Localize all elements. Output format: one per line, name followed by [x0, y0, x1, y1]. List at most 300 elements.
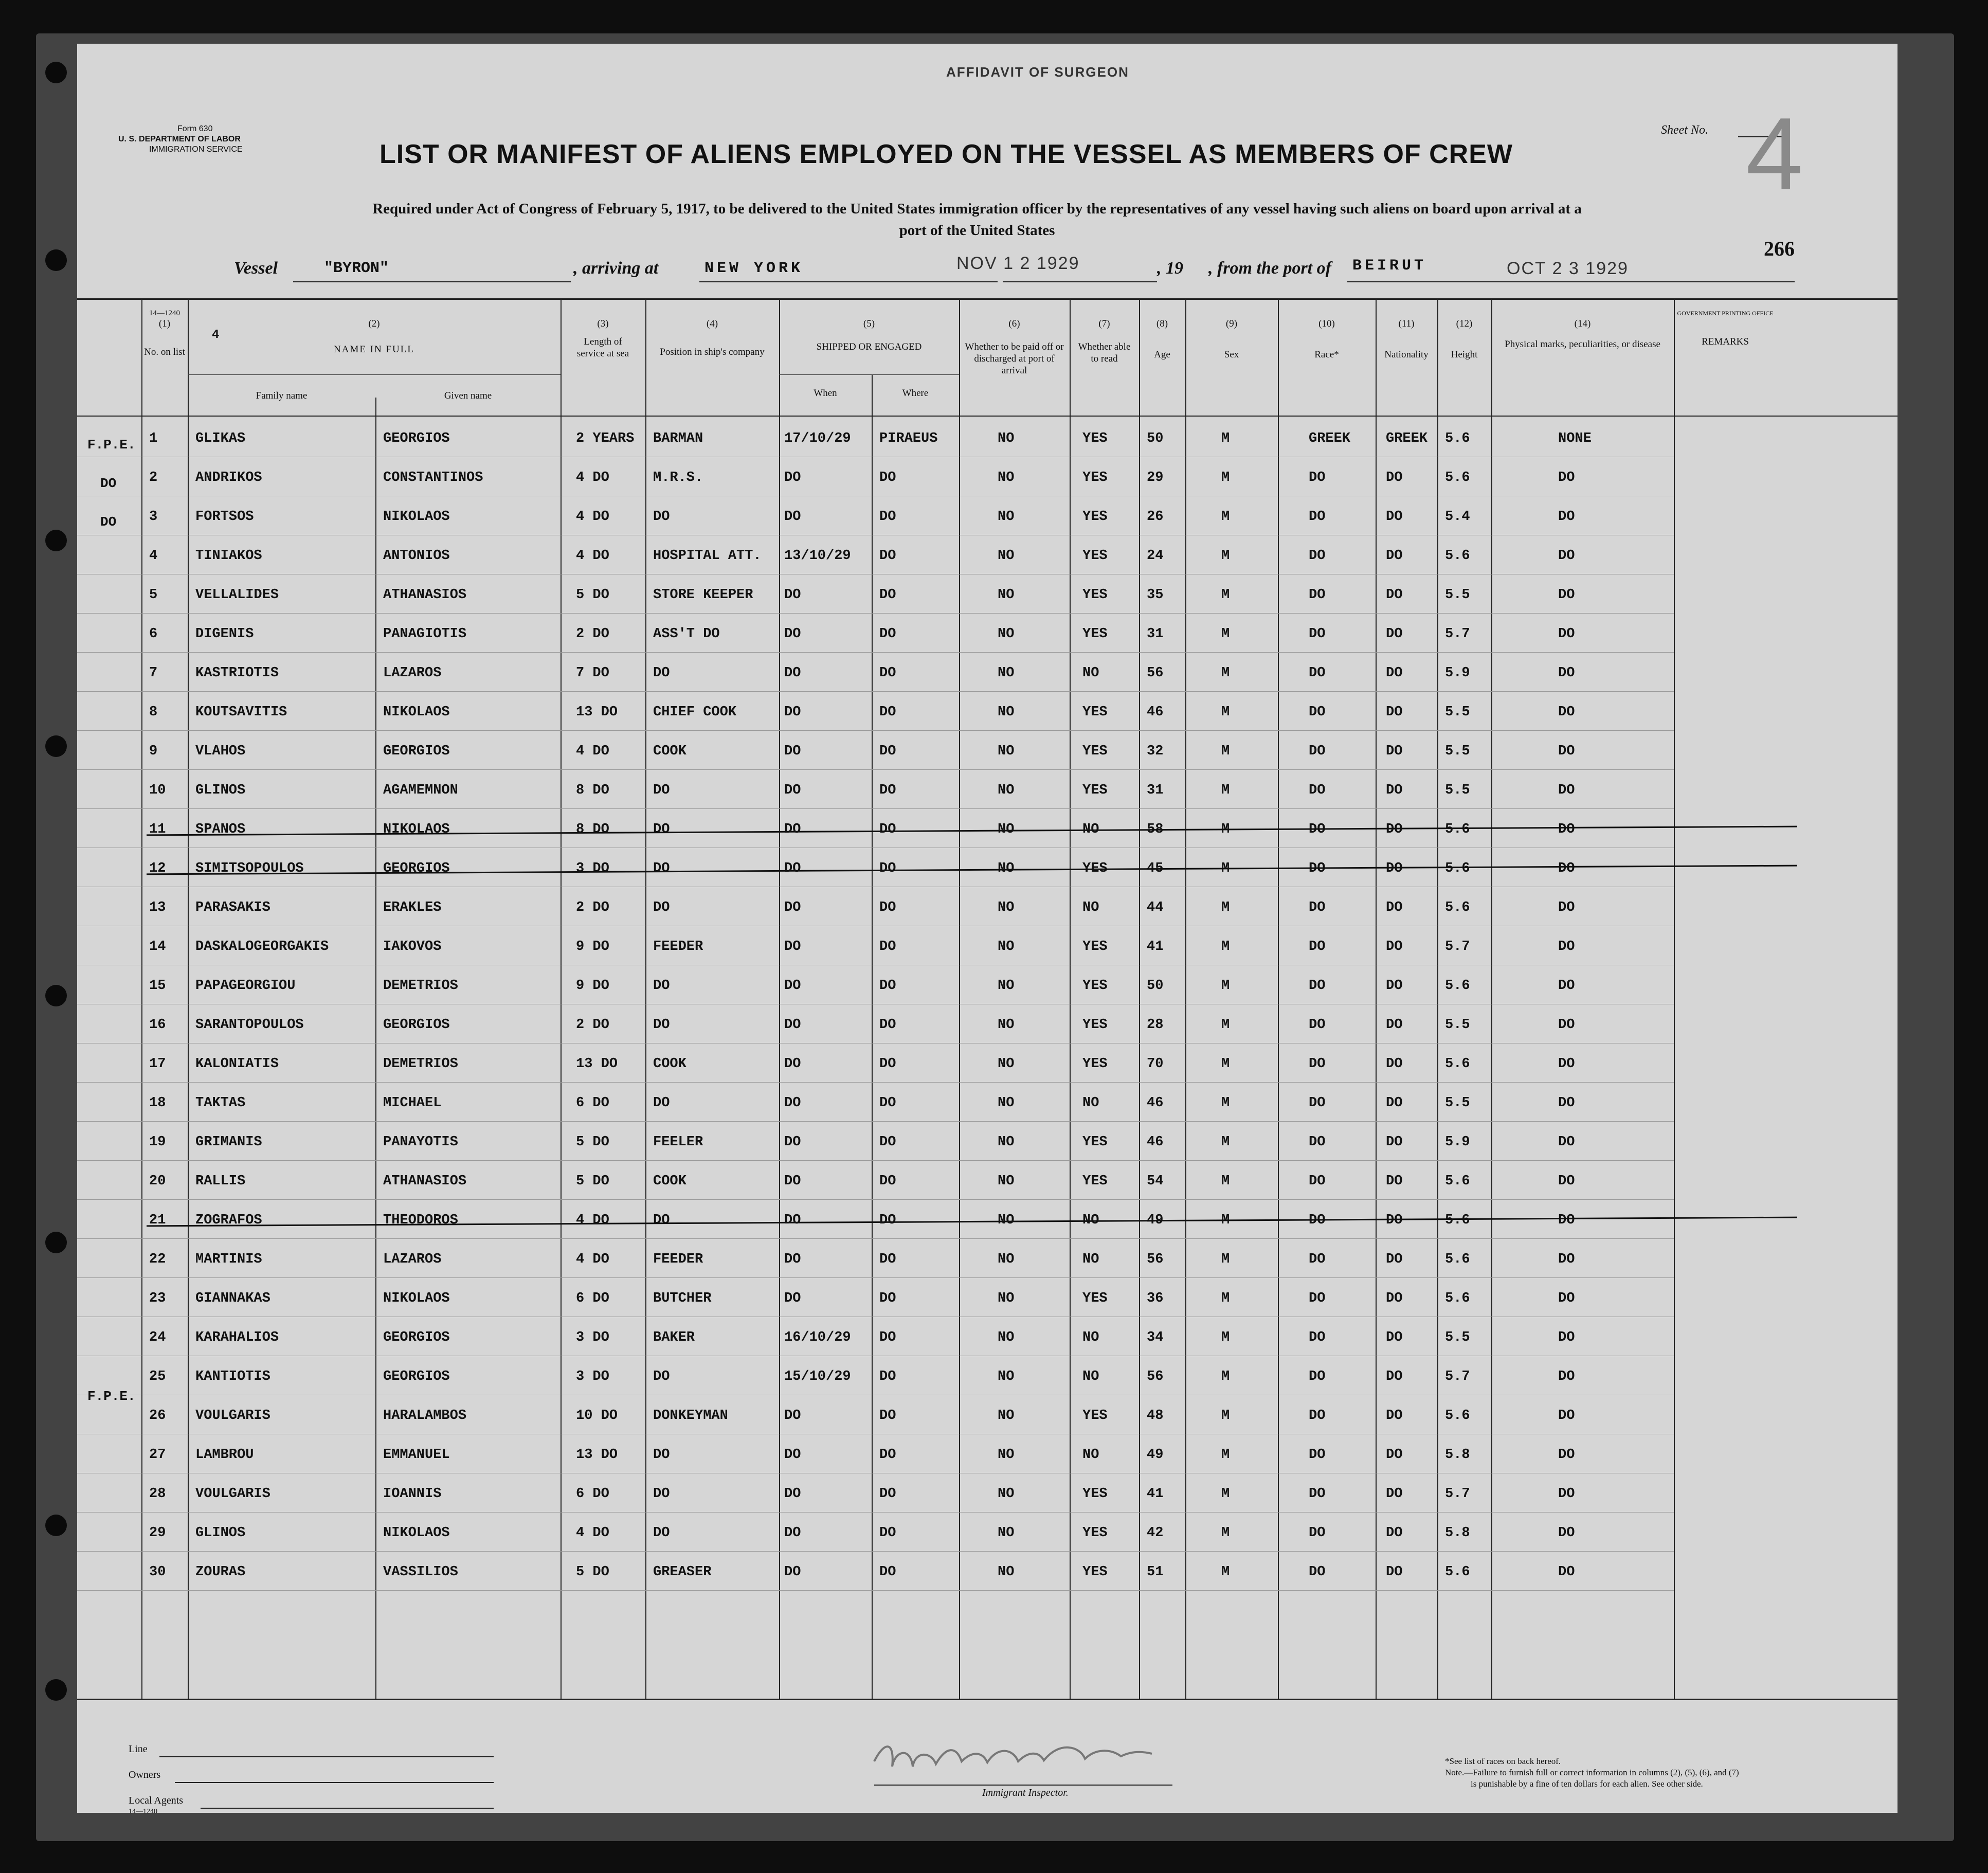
col6-number: (6) [1008, 318, 1020, 329]
row-number-cell: 9 [149, 744, 158, 759]
race-cell: DO [1309, 939, 1326, 954]
table-row [77, 1162, 1897, 1201]
height-cell: 5.6 [1445, 1408, 1470, 1424]
nationality-cell: DO [1386, 1134, 1403, 1150]
race-cell: DO [1309, 1369, 1326, 1384]
family-name-cell: RALLIS [195, 1174, 246, 1189]
row-number-cell: 3 [149, 509, 158, 525]
height-cell: 5.6 [1445, 861, 1470, 876]
position-cell: DO [653, 1213, 670, 1228]
race-cell: DO [1309, 1095, 1326, 1111]
race-cell: GREEK [1309, 431, 1351, 446]
service-length-cell: 5 DO [576, 1564, 609, 1580]
nationality-cell: DO [1386, 587, 1403, 603]
height-cell: 5.5 [1445, 1017, 1470, 1033]
shipped-when-cell: 16/10/29 [784, 1330, 851, 1345]
shipped-when-cell: DO [784, 705, 801, 720]
height-cell: 5.6 [1445, 1291, 1470, 1306]
shipped-where-cell: DO [879, 1252, 896, 1267]
paid-off-cell: NO [998, 1017, 1015, 1033]
given-name-cell: VASSILIOS [383, 1564, 458, 1580]
row-number-cell: 30 [149, 1564, 166, 1580]
sex-cell: M [1221, 822, 1230, 837]
row-number-cell: 27 [149, 1447, 166, 1463]
age-cell: 46 [1147, 705, 1164, 720]
physical-marks-cell: DO [1558, 1564, 1575, 1580]
sex-cell: M [1221, 1525, 1230, 1541]
height-cell: 5.6 [1445, 1252, 1470, 1267]
table-row [77, 537, 1897, 576]
shipped-when-cell: DO [784, 1017, 801, 1033]
shipped-when-cell: DO [784, 861, 801, 876]
row-number-cell: 12 [149, 861, 166, 876]
given-name-cell: CONSTANTINOS [383, 470, 483, 485]
race-cell: DO [1309, 1174, 1326, 1189]
shipped-when-cell: DO [784, 626, 801, 642]
crew-manifest-table [77, 298, 1897, 1700]
shipped-where-cell: DO [879, 1174, 896, 1189]
age-cell: 41 [1147, 1486, 1164, 1502]
shipped-where-cell: DO [879, 1447, 896, 1463]
shipped-when-cell: DO [784, 1408, 801, 1424]
position-cell: FEELER [653, 1134, 703, 1150]
able-to-read-cell: YES [1082, 431, 1108, 446]
sex-cell: M [1221, 509, 1230, 525]
table-row [77, 1553, 1897, 1592]
able-to-read-cell: NO [1082, 1095, 1099, 1111]
position-cell: COOK [653, 744, 686, 759]
table-row [77, 615, 1897, 654]
paid-off-cell: NO [998, 744, 1015, 759]
sex-cell: M [1221, 978, 1230, 994]
shipped-where-cell: DO [879, 861, 896, 876]
able-to-read-cell: YES [1082, 587, 1108, 603]
family-name-cell: KALONIATIS [195, 1056, 279, 1072]
row-number-cell: 21 [149, 1213, 166, 1228]
paid-off-cell: NO [998, 1252, 1015, 1267]
service-length-cell: 3 DO [576, 861, 609, 876]
paid-off-cell: NO [998, 1330, 1015, 1345]
given-name-cell: ERAKLES [383, 900, 442, 915]
binder-hole [45, 530, 67, 551]
sex-cell: M [1221, 900, 1230, 915]
given-name-cell: ANTONIOS [383, 548, 450, 564]
age-cell: 48 [1147, 1408, 1164, 1424]
race-cell: DO [1309, 587, 1326, 603]
position-cell: DO [653, 900, 670, 915]
given-name-cell: THEODOROS [383, 1213, 458, 1228]
age-cell: 24 [1147, 548, 1164, 564]
age-cell: 42 [1147, 1525, 1164, 1541]
row-number-cell: 2 [149, 470, 158, 485]
paid-off-cell: NO [998, 939, 1015, 954]
height-cell: 5.6 [1445, 1174, 1470, 1189]
able-to-read-cell: YES [1082, 1486, 1108, 1502]
margin-note: DO [100, 476, 117, 491]
family-name-cell: ZOURAS [195, 1564, 246, 1580]
row-number-cell: 4 [149, 548, 158, 564]
col14-label: Physical marks, peculiarities, or disease [1505, 339, 1660, 350]
service-length-cell: 9 DO [576, 978, 609, 994]
shipped-when-cell: DO [784, 1174, 801, 1189]
position-cell: BUTCHER [653, 1291, 712, 1306]
shipped-when-cell: DO [784, 1213, 801, 1228]
from-port-label: , from the port of [1208, 259, 1331, 278]
sex-cell: M [1221, 1564, 1230, 1580]
family-name-cell: LAMBROU [195, 1447, 254, 1463]
row-number-cell: 10 [149, 783, 166, 798]
vessel-label: Vessel [234, 259, 278, 278]
nationality-cell: DO [1386, 1447, 1403, 1463]
race-cell: DO [1309, 1525, 1326, 1541]
nationality-cell: DO [1386, 1291, 1403, 1306]
shipped-where-cell: DO [879, 978, 896, 994]
paid-off-cell: NO [998, 861, 1015, 876]
position-cell: DO [653, 1369, 670, 1384]
able-to-read-cell: NO [1082, 822, 1099, 837]
given-name-cell: ATHANASIOS [383, 1174, 467, 1189]
paid-off-cell: NO [998, 548, 1015, 564]
nationality-cell: DO [1386, 470, 1403, 485]
shipped-where-cell: DO [879, 1486, 896, 1502]
age-cell: 36 [1147, 1291, 1164, 1306]
nationality-cell: DO [1386, 1486, 1403, 1502]
shipped-when-cell: DO [784, 900, 801, 915]
service-length-cell: 5 DO [576, 1134, 609, 1150]
sex-cell: M [1221, 587, 1230, 603]
sex-cell: M [1221, 783, 1230, 798]
physical-marks-cell: DO [1558, 861, 1575, 876]
sex-cell: M [1221, 470, 1230, 485]
table-row [77, 459, 1897, 498]
table-row [77, 498, 1897, 537]
family-name-cell: GLINOS [195, 783, 246, 798]
inspector-signature [864, 1731, 1183, 1787]
shipped-where-cell: DO [879, 744, 896, 759]
able-to-read-cell: YES [1082, 1056, 1108, 1072]
able-to-read-cell: NO [1082, 1213, 1099, 1228]
department-label: U. S. DEPARTMENT OF LABOR [118, 135, 241, 143]
requirement-line-2: port of the United States [899, 222, 1055, 239]
col3-label: Length of service at sea [576, 336, 629, 359]
row-number-cell: 20 [149, 1174, 166, 1189]
race-cell: DO [1309, 1252, 1326, 1267]
row-number-cell: 28 [149, 1486, 166, 1502]
table-row [77, 732, 1897, 771]
row-number-cell: 23 [149, 1291, 166, 1306]
manifest-sheet [77, 44, 1897, 1813]
age-cell: 26 [1147, 509, 1164, 525]
col10-label: Race* [1314, 349, 1339, 360]
sex-cell: M [1221, 1095, 1230, 1111]
col14-number: (14) [1574, 318, 1591, 329]
service-length-cell: 4 DO [576, 1525, 609, 1541]
given-name-cell: NIKOLAOS [383, 705, 450, 720]
nationality-cell: DO [1386, 822, 1403, 837]
paid-off-cell: NO [998, 822, 1015, 837]
col3-number: (3) [597, 318, 609, 329]
height-cell: 5.6 [1445, 548, 1470, 564]
row-number-cell: 6 [149, 626, 158, 642]
paid-off-cell: NO [998, 1564, 1015, 1580]
table-row [77, 1045, 1897, 1084]
family-name-cell: FORTSOS [195, 509, 254, 525]
table-row [77, 1514, 1897, 1553]
sex-cell: M [1221, 1291, 1230, 1306]
col1-code: 14—1240 [149, 309, 180, 317]
shipped-when-cell: DO [784, 1564, 801, 1580]
row-number-cell: 22 [149, 1252, 166, 1267]
sex-cell: M [1221, 1408, 1230, 1424]
family-name-cell: ANDRIKOS [195, 470, 262, 485]
position-cell: DO [653, 822, 670, 837]
able-to-read-cell: YES [1082, 1564, 1108, 1580]
family-name-cell: KANTIOTIS [195, 1369, 270, 1384]
shipped-where-cell: DO [879, 626, 896, 642]
family-name-cell: VLAHOS [195, 744, 246, 759]
able-to-read-cell: YES [1082, 783, 1108, 798]
family-name-cell: ZOGRAFOS [195, 1213, 262, 1228]
able-to-read-cell: NO [1082, 900, 1099, 915]
able-to-read-cell: NO [1082, 1330, 1099, 1345]
sex-cell: M [1221, 626, 1230, 642]
nationality-cell: DO [1386, 548, 1403, 564]
shipped-where-cell: PIRAEUS [879, 431, 938, 446]
height-cell: 5.6 [1445, 822, 1470, 837]
height-cell: 5.6 [1445, 1564, 1470, 1580]
shipped-when-cell: DO [784, 1486, 801, 1502]
height-cell: 5.6 [1445, 1213, 1470, 1228]
race-cell: DO [1309, 1408, 1326, 1424]
given-name-cell: NIKOLAOS [383, 1291, 450, 1306]
sex-cell: M [1221, 1213, 1230, 1228]
page-title: LIST OR MANIFEST OF ALIENS EMPLOYED ON THE VESSEL AS MEMBERS OF CREW [379, 139, 1513, 169]
table-row [77, 1201, 1897, 1240]
height-cell: 5.4 [1445, 509, 1470, 525]
race-cell: DO [1309, 1486, 1326, 1502]
row-number-cell: 1 [149, 431, 158, 446]
given-name-cell: GEORGIOS [383, 431, 450, 446]
table-row [77, 420, 1897, 459]
sex-cell: M [1221, 861, 1230, 876]
nationality-cell: DO [1386, 1056, 1403, 1072]
physical-marks-cell: DO [1558, 548, 1575, 564]
col11-number: (11) [1398, 318, 1415, 329]
able-to-read-cell: NO [1082, 1369, 1099, 1384]
physical-marks-cell: DO [1558, 1213, 1575, 1228]
service-length-cell: 3 DO [576, 1369, 609, 1384]
service-length-cell: 4 DO [576, 744, 609, 759]
family-name-cell: GIANNAKAS [195, 1291, 270, 1306]
age-cell: 56 [1147, 1252, 1164, 1267]
given-name-cell: ATHANASIOS [383, 587, 467, 603]
physical-marks-cell: DO [1558, 1252, 1575, 1267]
position-cell: BAKER [653, 1330, 695, 1345]
paid-off-cell: NO [998, 705, 1015, 720]
given-name-cell: IAKOVOS [383, 939, 442, 954]
age-cell: 44 [1147, 900, 1164, 915]
shipped-where-cell: DO [879, 1525, 896, 1541]
sex-cell: M [1221, 705, 1230, 720]
family-name-cell: DASKALOGEORGAKIS [195, 939, 329, 954]
col4-label: Position in ship's company [660, 347, 765, 357]
inspector-label: Immigrant Inspector. [982, 1787, 1069, 1798]
given-name-cell: NIKOLAOS [383, 1525, 450, 1541]
nationality-cell: DO [1386, 1564, 1403, 1580]
race-cell: DO [1309, 1134, 1326, 1150]
service-length-cell: 4 DO [576, 1213, 609, 1228]
position-cell: DO [653, 1525, 670, 1541]
col9-number: (9) [1225, 318, 1238, 329]
age-cell: 31 [1147, 783, 1164, 798]
sex-cell: M [1221, 548, 1230, 564]
service-length-cell: 13 DO [576, 1447, 618, 1463]
service-length-cell: 6 DO [576, 1486, 609, 1502]
position-cell: GREASER [653, 1564, 712, 1580]
sex-cell: M [1221, 1369, 1230, 1384]
sex-cell: M [1221, 1174, 1230, 1189]
physical-marks-cell: DO [1558, 1525, 1575, 1541]
physical-marks-cell: DO [1558, 1291, 1575, 1306]
table-row [77, 1475, 1897, 1514]
given-name-cell: EMMANUEL [383, 1447, 450, 1463]
shipped-when-cell: 13/10/29 [784, 548, 851, 564]
shipped-where-cell: DO [879, 900, 896, 915]
physical-marks-cell: DO [1558, 705, 1575, 720]
position-cell: COOK [653, 1056, 686, 1072]
race-cell: DO [1309, 509, 1326, 525]
shipped-when-cell: DO [784, 1525, 801, 1541]
height-cell: 5.5 [1445, 705, 1470, 720]
shipped-where-cell: DO [879, 783, 896, 798]
given-name-cell: GEORGIOS [383, 744, 450, 759]
shipped-where-cell: DO [879, 1056, 896, 1072]
row-number-cell: 17 [149, 1056, 166, 1072]
sex-cell: M [1221, 1252, 1230, 1267]
given-name-header: Given name [444, 390, 492, 401]
footer-form-code: 14—1240 [129, 1808, 157, 1815]
row-number-cell: 24 [149, 1330, 166, 1345]
paid-off-cell: NO [998, 1095, 1015, 1111]
physical-marks-cell: DO [1558, 665, 1575, 681]
height-cell: 5.6 [1445, 900, 1470, 915]
height-cell: 5.7 [1445, 626, 1470, 642]
paid-off-cell: NO [998, 1213, 1015, 1228]
sex-cell: M [1221, 744, 1230, 759]
given-name-cell: NIKOLAOS [383, 822, 450, 837]
family-name-cell: KOUTSAVITIS [195, 705, 287, 720]
age-cell: 50 [1147, 978, 1164, 994]
year-label: , 19 [1157, 259, 1183, 278]
able-to-read-cell: YES [1082, 509, 1108, 525]
binder-hole [45, 62, 67, 83]
shipped-where-cell: DO [879, 1213, 896, 1228]
position-cell: DO [653, 1447, 670, 1463]
table-row [77, 967, 1897, 1006]
service-length-cell: 7 DO [576, 665, 609, 681]
height-cell: 5.5 [1445, 1330, 1470, 1345]
sex-cell: M [1221, 431, 1230, 446]
race-cell: DO [1309, 900, 1326, 915]
age-cell: 34 [1147, 1330, 1164, 1345]
shipped-when-cell: DO [784, 939, 801, 954]
table-row [77, 693, 1897, 732]
shipped-where-cell: DO [879, 1564, 896, 1580]
remarks-header: REMARKS [1702, 336, 1749, 347]
shipped-where-cell: DO [879, 665, 896, 681]
physical-marks-cell: DO [1558, 939, 1575, 954]
nationality-cell: DO [1386, 1017, 1403, 1033]
family-name-cell: DIGENIS [195, 626, 254, 642]
able-to-read-cell: NO [1082, 1447, 1099, 1463]
physical-marks-cell: DO [1558, 1174, 1575, 1189]
paid-off-cell: NO [998, 978, 1015, 994]
age-cell: 56 [1147, 665, 1164, 681]
paid-off-cell: NO [998, 1134, 1015, 1150]
shipped-where-cell: DO [879, 1291, 896, 1306]
given-name-cell: GEORGIOS [383, 1017, 450, 1033]
departure-date-stamp: OCT 2 3 1929 [1507, 259, 1629, 278]
height-cell: 5.5 [1445, 1095, 1470, 1111]
family-name-cell: GLIKAS [195, 431, 246, 446]
service-length-cell: 10 DO [576, 1408, 618, 1424]
table-row [77, 1006, 1897, 1045]
service-length-cell: 4 DO [576, 470, 609, 485]
binder-hole [45, 985, 67, 1006]
sex-cell: M [1221, 939, 1230, 954]
fine-note-1: Note.—Failure to furnish full or correct information in columns (2), (5), (6), and (7) [1445, 1768, 1739, 1777]
col9-label: Sex [1224, 349, 1239, 360]
family-name-cell: VELLALIDES [195, 587, 279, 603]
given-name-cell: MICHAEL [383, 1095, 442, 1111]
shipped-where-cell: DO [879, 822, 896, 837]
col1-number: (1) [158, 318, 171, 329]
shipped-where-cell: DO [879, 1017, 896, 1033]
service-length-cell: 2 DO [576, 1017, 609, 1033]
position-cell: FEEDER [653, 939, 703, 954]
physical-marks-cell: DO [1558, 1447, 1575, 1463]
fine-note-2: is punishable by a fine of ten dollars for each alien. See other side. [1471, 1779, 1703, 1789]
paid-off-cell: NO [998, 587, 1015, 603]
race-note: *See list of races on back hereof. [1445, 1756, 1561, 1766]
service-length-cell: 8 DO [576, 822, 609, 837]
nationality-cell: GREEK [1386, 431, 1428, 446]
nationality-cell: DO [1386, 509, 1403, 525]
given-name-cell: DEMETRIOS [383, 978, 458, 994]
family-name-cell: SPANOS [195, 822, 246, 837]
row-number-cell: 8 [149, 705, 158, 720]
height-cell: 5.9 [1445, 665, 1470, 681]
paid-off-cell: NO [998, 1369, 1015, 1384]
race-cell: DO [1309, 822, 1326, 837]
row-number-cell: 14 [149, 939, 166, 954]
table-row [77, 1123, 1897, 1162]
service-length-cell: 13 DO [576, 705, 618, 720]
service-length-cell: 5 DO [576, 1174, 609, 1189]
position-cell: DO [653, 509, 670, 525]
margin-note: F.P.E. [87, 437, 136, 453]
nationality-cell: DO [1386, 978, 1403, 994]
family-name-cell: MARTINIS [195, 1252, 262, 1267]
col7-number: (7) [1098, 318, 1110, 329]
sex-cell: M [1221, 1330, 1230, 1345]
table-row [77, 576, 1897, 615]
row-number-cell: 29 [149, 1525, 166, 1541]
table-row [77, 1280, 1897, 1319]
physical-marks-cell: DO [1558, 1134, 1575, 1150]
shipped-where-cell: DO [879, 587, 896, 603]
col12-label: Height [1451, 349, 1478, 360]
